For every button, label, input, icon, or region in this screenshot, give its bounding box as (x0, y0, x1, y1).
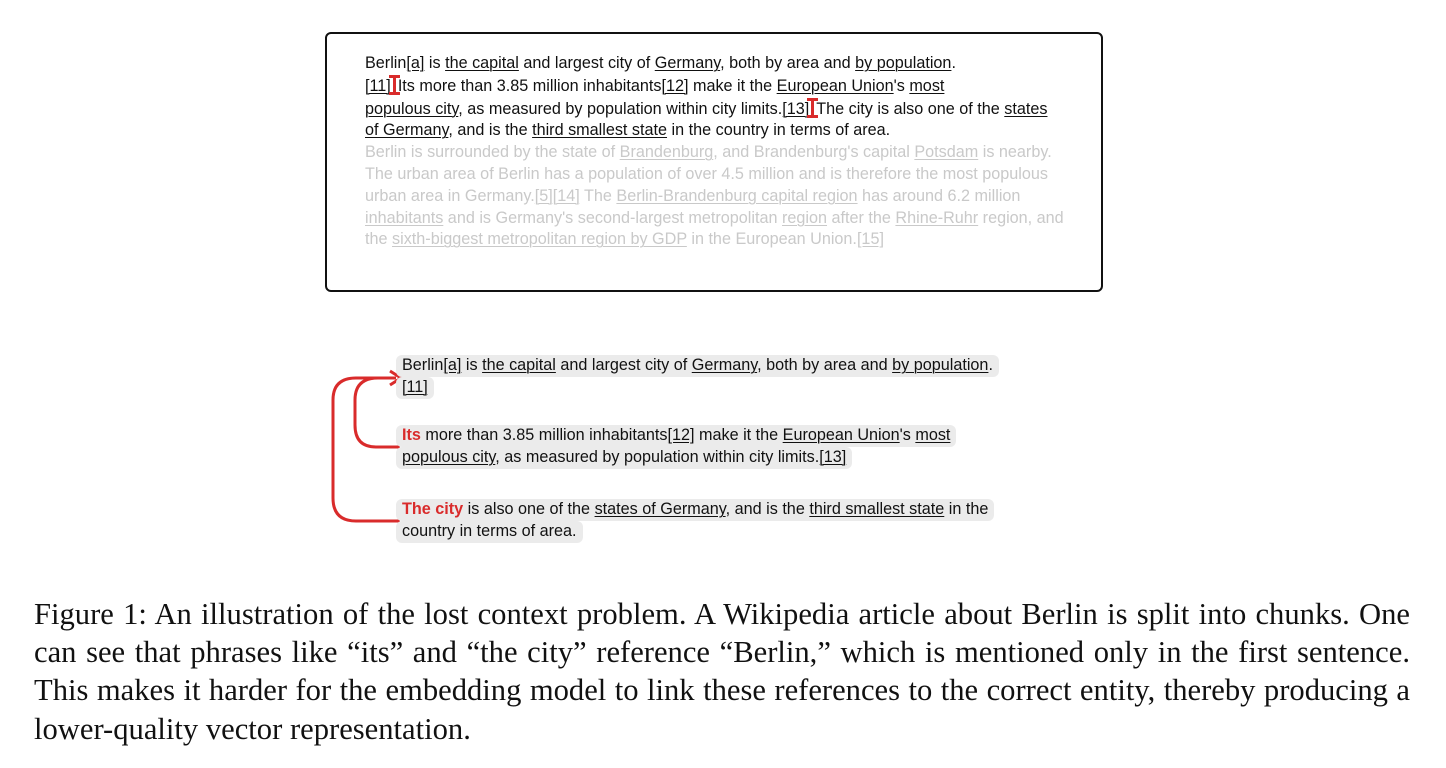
article-link[interactable]: Rhine-Ruhr (895, 208, 979, 227)
article-text-run: Berlin is surrounded by the state of (365, 143, 620, 162)
article-link[interactable]: Brandenburg (619, 143, 714, 162)
article-link[interactable]: Potsdam (914, 143, 979, 162)
article-text-run: in the country in terms of area. (667, 121, 891, 140)
chunk-line (396, 447, 852, 469)
citation-link[interactable]: [13] (819, 447, 847, 466)
article-link[interactable]: states of Germany (594, 500, 726, 518)
citation-link[interactable]: [11] (365, 76, 391, 95)
article-link[interactable]: sixth-biggest metropolitan region by GDP (392, 230, 687, 249)
chunk-text-run: make it the (694, 426, 783, 444)
chunk-line (396, 521, 583, 543)
citation-link[interactable]: [11] (402, 377, 428, 396)
article-text-run: , both by area and (720, 54, 856, 72)
reference-word-its: Its (402, 426, 421, 444)
citation-link[interactable]: [14] (552, 186, 580, 205)
chunk-line (396, 355, 999, 377)
article-text-run: and largest city of (518, 54, 655, 72)
article-text-run: after the (827, 208, 896, 227)
citation-link[interactable]: [a] (406, 54, 425, 72)
chunk-3 (396, 499, 994, 543)
article-text-run: in the European Union. (686, 230, 857, 249)
article-text-run: . (951, 54, 956, 72)
chunk-text-run: and largest city of (555, 356, 692, 374)
article-link[interactable]: by population (855, 54, 952, 72)
article-link[interactable]: by population (892, 356, 989, 374)
chunk-line (396, 425, 956, 447)
article-text-run: Its more than 3.85 million inhabitants (397, 76, 662, 95)
article-link[interactable]: third smallest state (809, 500, 945, 518)
article-text-run: is nearby. The urban area of Berlin has a population of over 4.5 million and is therefore the most populous urban area in Germany. (365, 143, 1052, 205)
chunk-text-run: country in terms of area. (402, 521, 577, 540)
article-link[interactable]: most (909, 76, 945, 95)
article-link[interactable]: region (782, 208, 828, 227)
chunk-2 (396, 425, 956, 469)
arrow-city-to-berlin (333, 378, 400, 521)
citation-link[interactable]: [12] (667, 426, 695, 444)
reference-word-the-city: The city (402, 500, 464, 518)
chunk-text-run: Berlin (402, 356, 444, 374)
article-text-run: , and is the (448, 121, 533, 140)
chunk-text-run: . (988, 356, 993, 374)
article-text-run: region, and the (365, 208, 1064, 249)
article-text-run: 's (893, 76, 910, 95)
chunk-line (396, 499, 994, 521)
article-text-run: has around 6.2 million (857, 186, 1021, 205)
chunk-text-run: 's (899, 426, 916, 444)
article-link[interactable]: most (915, 426, 951, 444)
chunk-text-run: , as measured by population within city limits. (495, 447, 820, 466)
article-link[interactable]: European Union (782, 426, 900, 444)
article-link[interactable]: states of Germany (365, 99, 1048, 140)
article-link[interactable]: third smallest state (532, 121, 668, 140)
article-text-run: , and Brandenburg's capital (713, 143, 915, 162)
chunk-line (396, 377, 434, 399)
citation-link[interactable]: [5] (534, 186, 553, 205)
chunk-text-run: more than 3.85 million inhabitants (420, 426, 668, 444)
chunk-1 (396, 355, 999, 399)
article-text-run: , as measured by population within city limits. (458, 99, 783, 118)
article-link[interactable]: populous city (402, 447, 496, 466)
figure-caption: Figure 1: An illustration of the lost context problem. A Wikipedia article about Berlin is split into chunks. One can see that phrases like “its” and “the city” reference “Berlin,” which is mentioned only in the first sentence. This makes it harder for the embedding model to link these references to the correct entity, thereby producing a lower-quality vector representation. (34, 597, 1410, 746)
article-link[interactable]: populous city (365, 99, 459, 118)
article-link[interactable]: Germany (691, 356, 758, 374)
citation-link[interactable]: [12] (661, 76, 689, 95)
chunk-text-run: is also one of the (463, 500, 595, 518)
article-link[interactable]: inhabitants (365, 208, 444, 227)
arrow-its-to-berlin (355, 378, 400, 447)
article-link[interactable]: Germany (654, 54, 721, 72)
article-text-run: Berlin (365, 54, 407, 72)
article-link[interactable]: European Union (776, 76, 894, 95)
chunk-text-run: , and is the (725, 500, 810, 518)
article-text-run: and is Germany's second-largest metropolitan (443, 208, 783, 227)
citation-link[interactable]: [a] (443, 356, 462, 374)
article-link[interactable]: the capital (445, 54, 519, 72)
article-text-run: The city is also one of the (816, 99, 1005, 118)
article-link[interactable]: Berlin-Brandenburg capital region (616, 186, 858, 205)
article-text-run: make it the (688, 76, 777, 95)
article-link[interactable]: the capital (482, 356, 556, 374)
citation-link[interactable]: [15] (856, 230, 884, 249)
article-text-run: The (579, 186, 617, 205)
chunk-text-run: , both by area and (757, 356, 893, 374)
article-text-run: is (424, 54, 446, 72)
chunk-text-run: is (461, 356, 483, 374)
citation-link[interactable]: [13] (782, 99, 810, 118)
chunk-text-run: in the (944, 500, 989, 518)
